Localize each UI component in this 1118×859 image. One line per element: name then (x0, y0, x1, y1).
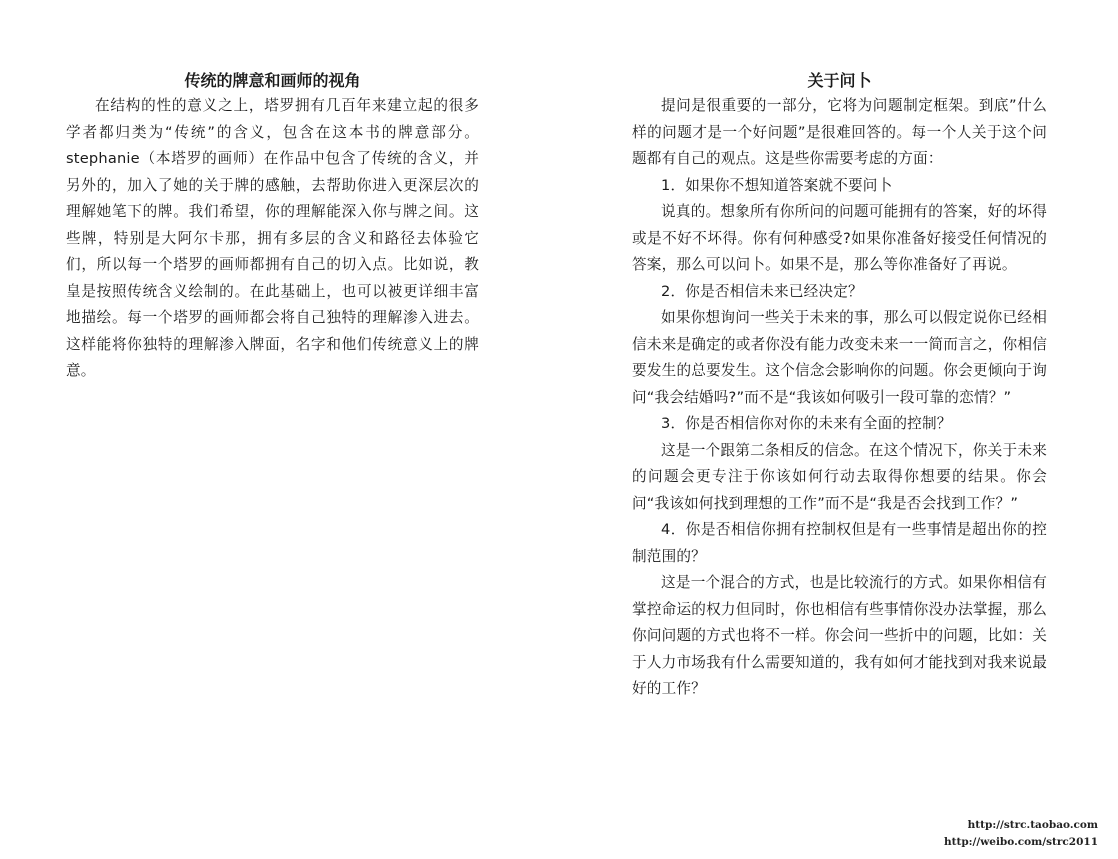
footer-weibo-link[interactable]: http://weibo.com/strc2011 (944, 836, 1098, 848)
right-item-2-heading: 2．你是否相信未来已经决定？ (661, 282, 863, 300)
right-item-2-body: 如果你想询问一些关于未来的事，那么可以假定说你已经相信未来是确定的或者你没有能力改变未来一一简而言之，你相信要发生的总要发生。这个信念会影响你的问题。你会更倾向于询问“我会结婚吗?”而不是“我该如何吸引一段可靠的恋情？” (632, 309, 1047, 406)
right-page-title: 关于问卜 (807, 71, 872, 90)
right-paragraph-intro: 提问是很重要的一部分，它将为问题制定框架。到底”什么样的问题才是一个好问题”是很难回答的。每一个人关于这个问题都有自己的观点。这是些你需要考虑的方面： (632, 97, 1047, 167)
right-item-3-body: 这是一个跟第二条相反的信念。在这个情况下，你关于未来的问题会更专注于你该如何行动去取得你想要的结果。你会问“我该如何找到理想的工作”而不是“我是否会找到工作？” (632, 441, 1047, 512)
right-item-3-heading: 3．你是否相信你对你的未来有全面的控制？ (661, 415, 952, 432)
right-item-1-body: 说真的。想象所有你所问的问题可能拥有的答案，好的坏得或是不好不坏得。你有何种感受?如果你准备好接受任何情况的答案，那么可以问卜。如果不是，那么等你准备好了再说。 (632, 203, 1047, 273)
footer-taobao-link[interactable]: http://strc.taobao.com (967, 819, 1098, 831)
left-paragraph-1: 在结构的性的意义之上，塔罗拥有几百年来建立起的很多学者都归类为“传统”的含义，包含在这本书的牌意部分。stephanie（本塔罗的画师）在作品中包含了传统的含义，并另外的，加入了她的关于牌的感触，去帮助你进入更深层次的理解她笔下的牌。我们希望，你的理解能深入你与牌之间。这些牌，特别是大阿尔卡那，拥有多层的含义和路径去体验它们，所以每一个塔罗的画师都拥有自己的切入点。比如说，教皇是按照传统含义绘制的。在此基础上，也可以被更详细丰富地描绘。每一个塔罗的画师都会将自己独特的理解渗入进去。这样能将你独特的理解渗入牌面，名字和他们传统意义上的牌意。 (66, 97, 479, 379)
left-page-title: 传统的牌意和画师的视角 (184, 71, 361, 90)
right-item-4-heading: 4．你是否相信你拥有控制权但是有一些事情是超出你的控制范围的？ (632, 521, 1047, 565)
right-item-4-body: 这是一个混合的方式，也是比较流行的方式。如果你相信有掌控命运的权力但同时，你也相信有些事情你没办法掌握，那么你问问题的方式也将不一样。你会问一些折中的问题，比如：关于人力市场我有什么需要知道的，我有如何才能找到对我来说最好的工作？ (632, 574, 1047, 697)
right-item-1-heading: 1．如果你不想知道答案就不要问卜 (661, 176, 893, 194)
left-page (66, 0, 479, 859)
footer-links (944, 817, 1098, 851)
right-page (632, 0, 1047, 859)
